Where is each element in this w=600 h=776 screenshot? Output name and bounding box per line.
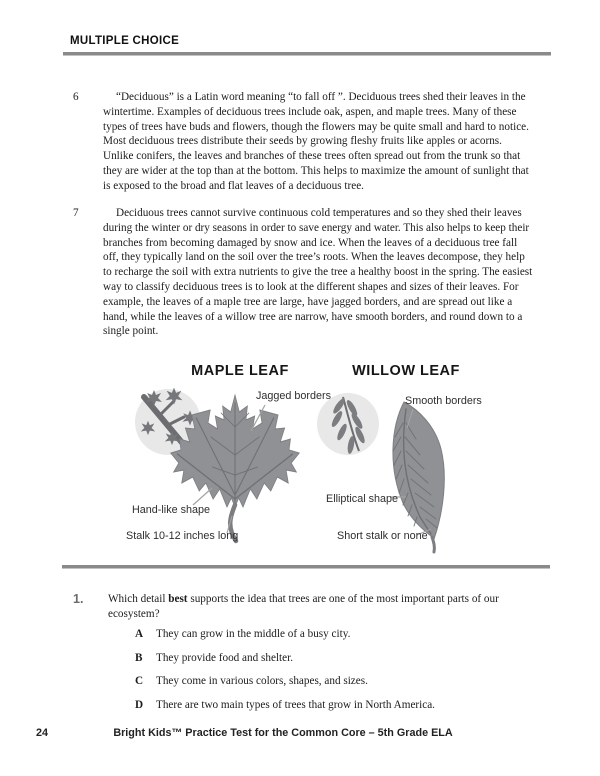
option-text: There are two main types of trees that grow in North America. — [156, 698, 435, 711]
passage-paragraph-7 — [73, 206, 535, 339]
option-letter: C — [135, 675, 144, 688]
answer-options — [135, 627, 535, 721]
willow-stalk — [432, 537, 434, 552]
question-text — [108, 592, 533, 622]
section-header: MULTIPLE CHOICE — [70, 35, 180, 47]
stalk-length-label: Stalk 10-12 inches long — [126, 530, 239, 542]
jagged-borders-label: Jagged borders — [256, 390, 332, 402]
option-a — [135, 627, 535, 642]
elliptical-shape-label: Elliptical shape — [326, 493, 399, 505]
leaf-comparison-figure — [60, 355, 540, 567]
question-text-prefix: Which detail — [108, 593, 169, 605]
paragraph-number: 6 — [73, 91, 79, 103]
question-text-bold: best — [168, 593, 188, 605]
paragraph-text: Deciduous trees cannot survive continuous cold temperatures and so they shed their leaves during the winter or dry seasons in order to save energy and water. This also helps to keep their branches from becoming damaged by snow and ice. When the leaves of a deciduous tree fall off, they typically land on the soil over the tree’s roots. When the leaves decompose, they help to recharge the soil with extra nutrients to give the tree a healthy boost in the spring. The easiest way to classify deciduous trees is to look at the different shapes and sizes of their leaves. For example, the leaves of a maple tree are large, have jagged borders, and are spread out like a hand, while the leaves of a willow tree are narrow, have smooth borders, and round down to a single point. — [103, 207, 533, 338]
maple-leaf-title: MAPLE LEAF — [191, 363, 289, 379]
question-number: 1. — [73, 592, 84, 606]
hand-like-leader — [193, 488, 212, 505]
smooth-borders-label: Smooth borders — [405, 395, 482, 407]
paragraph-text: “Deciduous” is a Latin word meaning “to fall off ”. Deciduous trees shed their leaves in the wintertime. Examples of deciduous trees include oak, aspen, and maple trees. Many of these types of trees have buds and flowers, though the flowers may be quite small and hard to notice. Most deciduous trees distribute their seeds by growing fleshy fruits like apples or acorns. Unlike conifers, the leaves and branches of these trees often spread out from the trunk so that they are wider at the top than at the bottom. This helps to maximize the amount of sunlight that is exposed to the broad and flat leaves of a deciduous tree. — [103, 91, 529, 192]
short-stalk-label: Short stalk or none — [337, 530, 428, 542]
option-b — [135, 651, 535, 666]
option-c — [135, 674, 535, 689]
option-text: They provide food and shelter. — [156, 651, 294, 664]
section-divider — [62, 565, 550, 569]
option-letter: A — [135, 628, 144, 640]
passage-paragraph-6 — [73, 90, 535, 194]
leaf-diagram — [60, 355, 540, 567]
header-divider — [63, 52, 551, 56]
footer-title: Bright Kids™ Practice Test for the Common Core – 5th Grade ELA — [113, 727, 453, 739]
willow-leaf-title: WILLOW LEAF — [352, 363, 460, 379]
option-d — [135, 698, 535, 713]
paragraph-number: 7 — [73, 207, 79, 219]
option-letter: D — [135, 698, 144, 711]
option-text: They come in various colors, shapes, and sizes. — [156, 675, 368, 688]
question-text-suffix: supports the idea that trees are one of the most important parts of our ecosystem? — [108, 593, 499, 620]
option-text: They can grow in the middle of a busy city. — [156, 628, 351, 640]
option-letter: B — [135, 651, 143, 664]
hand-like-shape-label: Hand-like shape — [132, 504, 211, 516]
page-number: 24 — [36, 727, 49, 739]
